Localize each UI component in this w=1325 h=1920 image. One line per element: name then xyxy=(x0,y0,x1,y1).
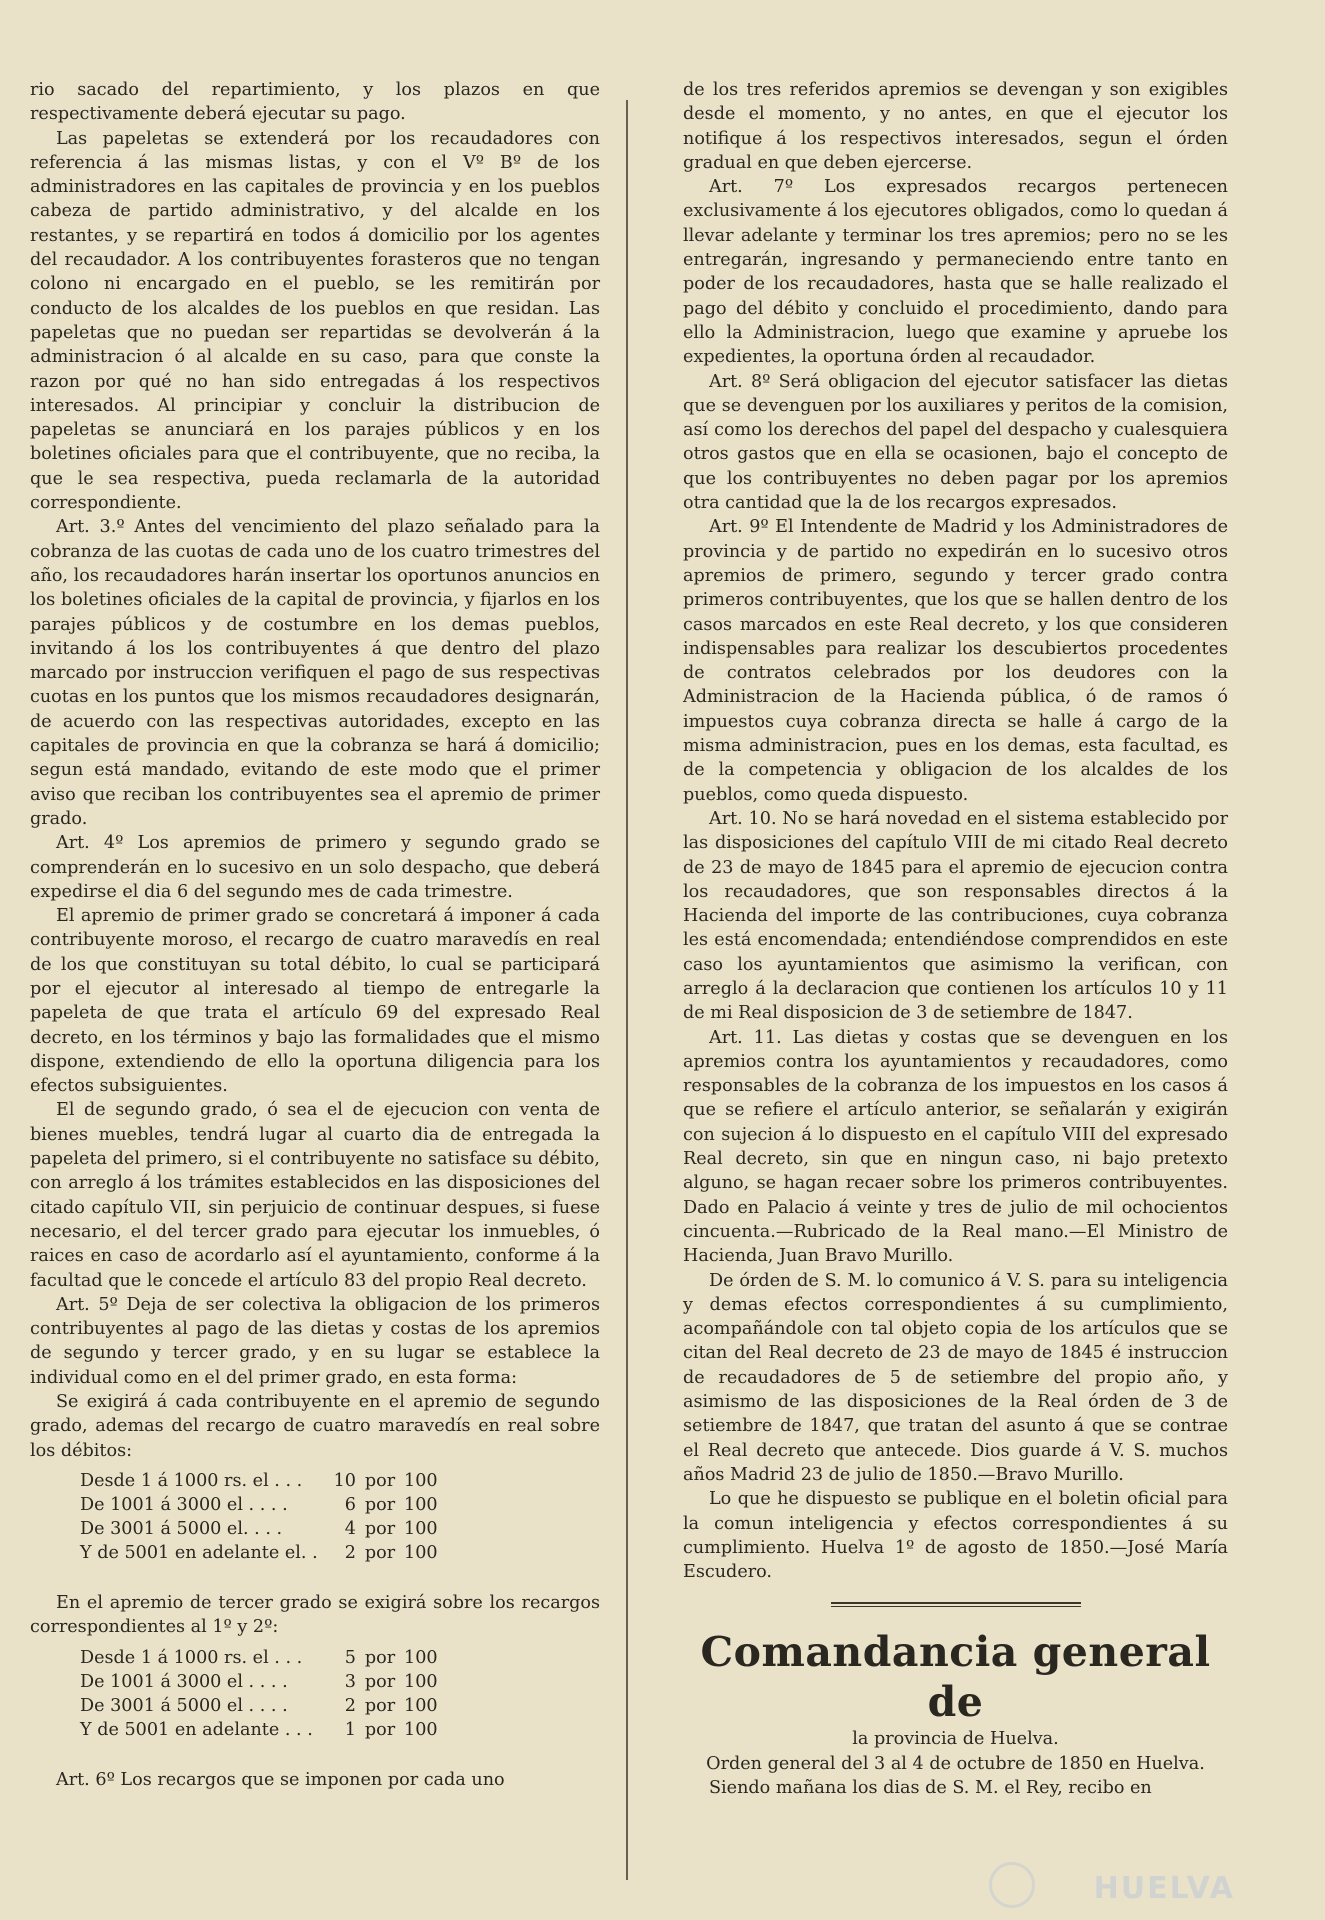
schedule-base: 100 xyxy=(404,1671,438,1692)
schedule-por: por xyxy=(364,1695,396,1716)
article-9: Art. 9º El Intendente de Madrid y los Administradores de provincia y de partido no expedirán en lo sucesivo otros apremios de primero, segundo y tercer grado contra primeros contribuyentes, que los que se hallen dentro de los casos marcados en este Real decreto, y los que consideren indispensables para realizar los descubiertos procedentes de contratos celebrados por los deudores con la Administracion de la Hacienda pública, ó de ramos ó impuestos cuya cobranza directa se halle á cargo de la misma administracion, pues en los demas, esta facultad, es de la competencia y obligacion de los alcaldes de los pueblos, como queda dispuesto. xyxy=(683,517,1228,805)
watermark: HUELVA xyxy=(1093,1871,1235,1906)
schedule-row xyxy=(30,1718,600,1742)
article-10: Art. 10. No se hará novedad en el sistema establecido por las disposiciones del capítulo VIII de mi citado Real decreto de 23 de mayo de 1845 para el apremio de ejecucion contra los recaudadores, que son responsables directos á la Hacienda del importe de las contribuciones, cuya cobranza les está encomendada; entendiéndose comprendidos en este caso los ayuntamientos que asimismo la verifican, con arreglo á la declaracion que contienen los artículos 10 y 11 de mi Real disposicion de 3 de setiembre de 1847. xyxy=(683,808,1228,1024)
schedule-range: De 3001 á 5000 el . . . . xyxy=(80,1695,288,1716)
watermark-logo-icon xyxy=(989,1862,1035,1908)
schedule-range: Desde 1 á 1000 rs. el . . . xyxy=(80,1470,303,1491)
paragraph: rio sacado del repartimiento, y los plazos en que respectivamente deberá ejecutar su pago. xyxy=(30,80,600,125)
article-6: Art. 6º Los recargos que se imponen por cada uno xyxy=(56,1769,505,1790)
schedule-rate: 2 xyxy=(344,1542,356,1563)
schedule-row xyxy=(30,1469,600,1493)
schedule-rate: 2 xyxy=(344,1695,356,1716)
section-heading: Comandancia general de xyxy=(700,1628,1211,1727)
article-3: Art. 3.º Antes del vencimiento del plazo señalado para la cobranza de las cuotas de cada uno de los cuatro trimestres del año, los recaudadores harán insertar los oportunos anuncios en los boletines oficiales de la capital de provincia, y fijarlos en los parajes públicos y de costumbre en los demas pueblos, invitando á los los contribuyentes á que dentro del plazo marcado por instruccion verifiquen el pago de sus respectivas cuotas en los puntos que los mismos recaudadores designarán, de acuerdo con las respectivas autoridades, excepto en las capitales de provincia en que la cobranza se hará á domicilio; segun está mandado, evitando de este modo que el primer aviso que reciban los contribuyentes sea el apremio de primer grado. xyxy=(30,517,600,829)
article-5: Art. 5º Deja de ser colectiva la obligacion de los primeros contribuyentes al pago de las dietas y costas de los apremios de segundo y tercer grado, y en su lugar se establece la individual como en el del primer grado, en esta forma: xyxy=(30,1294,600,1388)
schedule-base: 100 xyxy=(404,1470,438,1491)
right-column xyxy=(683,78,1228,1800)
article-4: Art. 4º Los apremios de primero y segundo grado se comprenderán en lo sucesivo en un solo despacho, que deberá expedirse el dia 6 del segundo mes de cada trimestre. xyxy=(30,833,600,902)
article-8: Art. 8º Será obligacion del ejecutor satisfacer las dietas que se devenguen por los auxiliares y peritos de la comision, así como los derechos del papel del despacho y cualesquiera otros gastos que en ella se ocasionen, bajo el concepto de que los contribuyentes no deben pagar por los apremios otra cantidad que la de los recargos expresados. xyxy=(683,371,1228,514)
schedule-range: Desde 1 á 1000 rs. el . . . xyxy=(80,1647,303,1668)
article-11: Art. 11. Las dietas y costas que se devenguen en los apremios contra los ayuntamientos y recaudadores, como responsables de la cobranza de los impuestos en los casos á que se refiere el artículo anterior, se señalarán y exigirán con sujecion á lo dispuesto en el capítulo VIII del expresado Real decreto, sin que en ningun caso, ni bajo pretexto alguno, se hagan recaer sobre los primeros contribuyentes. Dado en Palacio á veinte y tres de julio de mil ochocientos cincuenta.—Rubricado de la Real mano.—El Ministro de Hacienda, Juan Bravo Murillo. xyxy=(683,1027,1228,1267)
schedule-rate: 3 xyxy=(344,1671,356,1692)
schedule-range: Y de 5001 en adelante . . . xyxy=(80,1719,313,1740)
paragraph: De órden de S. M. lo comunico á V. S. para su inteligencia y demas efectos correspondientes á su cumplimiento, acompañándole con tal objeto copia de los artículos que se citan del Real decreto de 23 de mayo de 1845 é instruccion de recaudadores de 5 de setiembre del propio año, y asimismo de las disposiciones de la Real órden de 3 de setiembre de 1847, que tratan del asunto á que se contrae el Real decreto que antecede. Dios guarde á V. S. muchos años Madrid 23 de julio de 1850.—Bravo Murillo. xyxy=(683,1270,1228,1485)
section-subheading: la provincia de Huelva. xyxy=(852,1729,1059,1750)
schedule-rate: 5 xyxy=(344,1647,356,1668)
schedule-por: por xyxy=(364,1647,396,1668)
schedule-row xyxy=(30,1493,600,1517)
schedule-row xyxy=(30,1517,600,1541)
schedule-row xyxy=(30,1646,600,1670)
schedule-por: por xyxy=(364,1494,396,1515)
schedule-row xyxy=(30,1541,600,1565)
left-column xyxy=(30,78,600,1792)
schedule-por: por xyxy=(364,1542,396,1563)
schedule-rate: 1 xyxy=(344,1719,356,1740)
schedule-row xyxy=(30,1670,600,1694)
schedule-row xyxy=(30,1694,600,1718)
paragraph: Siendo mañana los dias de S. M. el Rey, recibo en xyxy=(709,1778,1152,1798)
surcharge-schedule-third-grade xyxy=(30,1646,600,1742)
schedule-por: por xyxy=(364,1671,396,1692)
schedule-base: 100 xyxy=(404,1719,438,1740)
section-rule xyxy=(831,1602,1081,1607)
schedule-base: 100 xyxy=(404,1647,438,1668)
surcharge-schedule-second-grade xyxy=(30,1469,600,1565)
paragraph: Se exigirá á cada contribuyente en el apremio de segundo grado, ademas del recargo de cuatro maravedís en real sobre los débitos: xyxy=(30,1392,600,1461)
paragraph: Las papeletas se extenderá por los recaudadores con referencia á las mismas listas, y con el Vº Bº de los administradores en las capitales de provincia y en los pueblos cabeza de partido administrativo, y del alcalde en los restantes, y se repartirá en todos á domicilio por los agentes del recaudador. A los contribuyentes forasteros que no tengan colono ni encargado en el pueblo, se les remitirán por conducto de los alcaldes de los pueblos en que residan. Las papeletas que no puedan ser repartidas se devolverán á la administracion ó al alcalde en su caso, para que conste la razon por qué no han sido entregadas á los respectivos interesados. Al principiar y concluir la distribucion de papeletas se anunciará en los parajes públicos y en los boletines oficiales para que el contribuyente, que no reciba, la que le sea respectiva, pueda reclamarla de la autoridad correspondiente. xyxy=(30,128,600,514)
schedule-rate: 10 xyxy=(333,1470,356,1491)
column-divider xyxy=(626,100,628,1880)
schedule-range: De 1001 á 3000 el . . . . xyxy=(80,1494,288,1515)
paragraph: El de segundo grado, ó sea el de ejecucion con venta de bienes muebles, tendrá lugar al cuarto dia de entregada la papeleta del primero, si el contribuyente no satisface su débito, con arreglo á los trámites establecidos en las disposiciones del citado capítulo VII, sin perjuicio de continuar despues, si fuese necesario, el del tercer grado para ejecutar los inmuebles, ó raices en caso de acordarlo así el ayuntamiento, conforme á la facultad que le concede el artículo 83 del propio Real decreto. xyxy=(30,1100,600,1291)
article-7: Art. 7º Los expresados recargos pertenecen exclusivamente á los ejecutores obligados, como lo quedan á llevar adelante y terminar los tres apremios; pero no se les entregarán, ingresando y permaneciendo entre tanto en poder de los recaudadores, hasta que se halle realizado el pago del débito y concluido el procedimiento, dando para ello la Administracion, luego que examine y apruebe los expedientes, la oportuna órden al recaudador. xyxy=(683,177,1228,368)
order-title: Orden general del 3 al 4 de octubre de 1850 en Huelva. xyxy=(706,1753,1205,1774)
schedule-base: 100 xyxy=(404,1494,438,1515)
schedule-rate: 4 xyxy=(344,1518,356,1539)
schedule-range: De 1001 á 3000 el . . . . xyxy=(80,1671,288,1692)
paragraph: El apremio de primer grado se concretará á imponer á cada contribuyente moroso, el recargo de cuatro maravedís en real de los que constituyan su total débito, lo cual se participará por el ejecutor al interesado al tiempo de entregarle la papeleta de que trata el artículo 69 del expresado Real decreto, en los términos y bajo las formalidades que el mismo dispone, extendiendo de ello la oportuna diligencia para los efectos subsiguientes. xyxy=(30,906,600,1097)
paragraph: En el apremio de tercer grado se exigirá sobre los recargos correspondientes al 1º y 2º: xyxy=(30,1592,600,1638)
schedule-base: 100 xyxy=(404,1695,438,1716)
schedule-base: 100 xyxy=(404,1542,438,1563)
schedule-rate: 6 xyxy=(344,1494,356,1515)
schedule-por: por xyxy=(364,1518,396,1539)
spacer xyxy=(30,1573,600,1591)
schedule-range: De 3001 á 5000 el. . . . xyxy=(80,1518,283,1539)
schedule-base: 100 xyxy=(404,1518,438,1539)
schedule-por: por xyxy=(364,1470,396,1491)
schedule-por: por xyxy=(364,1719,396,1740)
paragraph: Lo que he dispuesto se publique en el boletin oficial para la comun inteligencia y efectos correspondientes á su cumplimiento. Huelva 1º de agosto de 1850.—José María Escudero. xyxy=(683,1489,1228,1583)
paragraph: de los tres referidos apremios se devengan y son exigibles desde el momento, y no antes, en que el ejecutor los notifique á los respectivos interesados, segun el órden gradual en que deben ejercerse. xyxy=(683,80,1228,173)
schedule-range: Y de 5001 en adelante el. . xyxy=(80,1542,318,1563)
spacer xyxy=(30,1750,600,1768)
